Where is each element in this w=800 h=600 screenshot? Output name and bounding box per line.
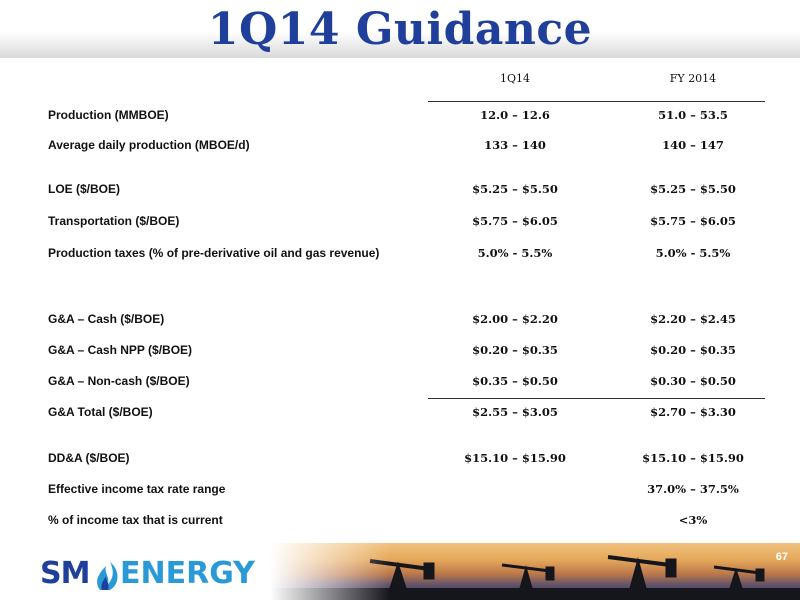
cell-fy2014: $5.25 – $5.50 <box>650 182 736 196</box>
photo-fade <box>270 543 390 600</box>
cell-1q14: $0.20 – $0.35 <box>472 343 558 357</box>
row-label: G&A – Cash NPP ($/BOE) <box>48 343 193 357</box>
cell-1q14: 12.0 – 12.6 <box>480 108 550 122</box>
cell-1q14: $5.75 – $6.05 <box>472 214 558 228</box>
cell-fy2014: 5.0% - 5.5% <box>655 246 731 260</box>
logo-sm-text: SM <box>40 556 90 591</box>
row-label: Production (MMBOE) <box>48 108 169 122</box>
row-label: Effective income tax rate range <box>48 482 226 496</box>
cell-1q14: 133 – 140 <box>484 138 546 152</box>
cell-fy2014: $2.70 – $3.30 <box>650 405 736 419</box>
cell-1q14: $5.25 – $5.50 <box>472 182 558 196</box>
column-header-1q14: 1Q14 <box>499 72 530 85</box>
cell-1q14: $0.35 – $0.50 <box>472 374 558 388</box>
row-label: LOE ($/BOE) <box>48 182 121 196</box>
row-label: Average daily production (MBOE/d) <box>48 138 250 152</box>
page-number: 67 <box>775 551 788 563</box>
total-divider <box>428 398 765 399</box>
row-label: DD&A ($/BOE) <box>48 451 130 465</box>
cell-fy2014: $15.10 – $15.90 <box>642 451 744 465</box>
row-label: Production taxes (% of pre-derivative oil and gas revenue) <box>48 246 380 260</box>
cell-fy2014: $0.20 – $0.35 <box>650 343 736 357</box>
cell-1q14: $2.00 – $2.20 <box>472 312 558 326</box>
cell-fy2014: <3% <box>678 513 708 527</box>
cell-fy2014: 51.0 – 53.5 <box>658 108 728 122</box>
header-divider <box>428 101 765 102</box>
cell-1q14: 5.0% - 5.5% <box>477 246 553 260</box>
flame-logo-icon <box>92 556 122 592</box>
row-label: G&A – Non-cash ($/BOE) <box>48 374 190 388</box>
slide-title: 1Q14 Guidance <box>207 4 593 55</box>
row-label: Transportation ($/BOE) <box>48 214 180 228</box>
cell-fy2014: $2.20 – $2.45 <box>650 312 736 326</box>
row-label: G&A – Cash ($/BOE) <box>48 312 165 326</box>
cell-fy2014: 37.0% – 37.5% <box>647 482 739 496</box>
row-label: G&A Total ($/BOE) <box>48 405 153 419</box>
logo-energy-text: ENERGY <box>120 556 255 591</box>
cell-fy2014: $0.30 – $0.50 <box>650 374 736 388</box>
row-label: % of income tax that is current <box>48 513 223 527</box>
cell-1q14: $15.10 – $15.90 <box>464 451 566 465</box>
cell-1q14: $2.55 – $3.05 <box>472 405 558 419</box>
column-header-fy2014: FY 2014 <box>669 72 717 85</box>
cell-fy2014: $5.75 – $6.05 <box>650 214 736 228</box>
cell-fy2014: 140 – 147 <box>662 138 724 152</box>
